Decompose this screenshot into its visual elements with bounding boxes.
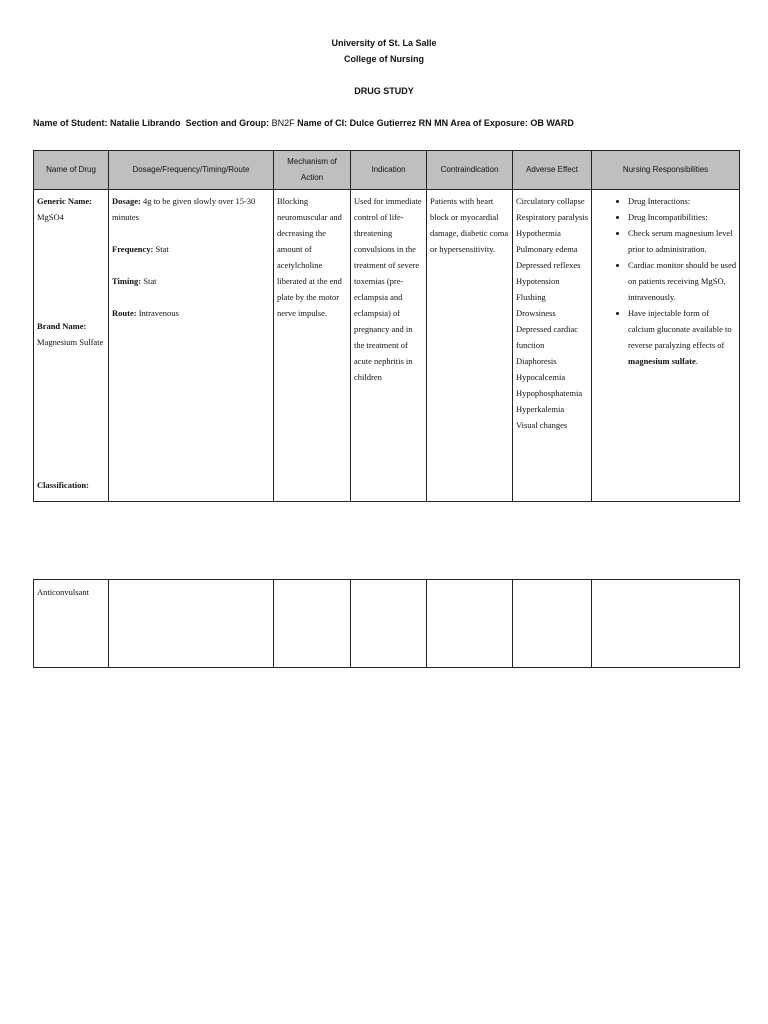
cell-indication [351,190,427,502]
frequency-value: Stat [155,244,169,254]
adverse-effect-item: Pulmonary edema [516,244,578,254]
dosage-label: Dosage: [112,196,141,206]
cell-nursing-responsibilities [592,190,740,502]
dosage-value: 4g to be given slowly over 15-30 minutes [112,196,256,222]
college-name: College of Nursing [343,54,424,64]
contraindication-text: Patients with heart block or myocardial damage, diabetic coma or hypersensitivity. [430,196,509,254]
route-label: Route: [112,308,137,318]
generic-name-label: Generic Name: [37,196,92,206]
adverse-effect-item: Drowsiness [516,308,556,318]
nursing-last-suffix: . [695,356,698,366]
table-row [34,580,740,668]
cell-dosage [109,190,274,502]
list-item: • Drug Interactions: [628,193,737,209]
nursing-last-prefix: Have injectable form of calcium gluconate available to reverse paralyzing effects of [628,308,732,350]
timing-label: Timing: [112,276,142,286]
cell-contraindication [427,190,513,502]
student-name-value: Natalie Librando [110,118,181,128]
adverse-effect-item: Diaphoresis [516,356,557,366]
cell-adverse-effect [513,190,592,502]
col-header-contraindication: Contraindication [427,151,513,190]
table-header-row [34,151,740,190]
empty-cell [513,580,592,668]
adverse-effect-item: Depressed reflexes [516,260,581,270]
col-header-adverse-effect: Adverse Effect [513,151,592,190]
frequency-label: Frequency: [112,244,154,254]
classification-value: Anticonvulsant [37,587,89,597]
adverse-effect-item: Depressed cardiac function [516,324,579,350]
list-item: • Cardiac monitor should be used on patients receiving MgSO, intravenously. [628,257,737,305]
timing-value: Stat [143,276,157,286]
indication-text: Used for immediate control of life-threatening convulsions in the treatment of severe toxemias (pre-eclampsia and eclampsia) of pregnancy and in the treatment of acute nephritis in children [354,196,422,382]
empty-cell [592,580,740,668]
empty-cell [427,580,513,668]
mechanism-text: Blocking neuromuscular and decreasing the amount of acetylcholine liberated at the end plate by the motor nerve impulse. [277,196,342,318]
col-header-name-of-drug: Name of Drug [34,151,109,190]
classification-label: Classification: [37,480,89,490]
col-header-dosage: Dosage/Frequency/Timing/Route [109,151,274,190]
university-name: University of St. La Salle [331,38,437,48]
document-title: DRUG STUDY [354,86,414,96]
route-value: Intravenous [138,308,179,318]
adverse-effect-item: Hypophosphatemia [516,388,583,398]
col-header-mechanism: Mechanism of Action [274,151,351,190]
adverse-effect-item: Hypothermia [516,228,561,238]
adverse-effect-list [513,190,591,433]
cell-classification-value [34,580,109,668]
ci-value: Dulce Gutierrez RN MN [349,118,449,128]
empty-cell [109,580,274,668]
area-value: OB WARD [530,118,574,128]
brand-name-label: Brand Name: [37,321,87,331]
list-item [628,305,737,369]
cell-mechanism [274,190,351,502]
ci-label: Name of CI: [297,118,348,128]
table-row [34,190,740,502]
drug-study-table-continued [33,579,740,668]
nursing-last-bold: magnesium sulfate [628,356,696,366]
list-item: • Drug Incompatibilities: [628,209,737,225]
nursing-responsibilities-list [592,190,739,369]
brand-name-value: Magnesium Sulfate [37,337,104,347]
col-header-indication: Indication [351,151,427,190]
adverse-effect-item: Flushing [516,292,546,302]
section-label: Section and Group: [185,118,270,128]
adverse-effect-item: Hyperkalemia [516,404,565,414]
adverse-effect-item: Hypotension [516,276,560,286]
adverse-effect-item: Respiratory paralysis [516,212,588,222]
adverse-effect-item: Hypocalcemia [516,372,566,382]
adverse-effect-item: Visual changes [516,420,568,430]
empty-cell [274,580,351,668]
area-label: Area of Exposure: [450,118,528,128]
cell-name-of-drug [34,190,109,502]
list-item: • Check serum magnesium level prior to administration. [628,225,737,257]
empty-cell [351,580,427,668]
drug-study-table [33,150,740,502]
student-info-line [33,118,753,128]
generic-name-value: MgSO4 [37,212,64,222]
student-name-label: Name of Student: [33,118,108,128]
adverse-effect-item: Circulatory collapse [516,196,585,206]
col-header-nursing-responsibilities: Nursing Responsibilities [592,151,740,190]
section-value: BN2F [271,118,295,128]
